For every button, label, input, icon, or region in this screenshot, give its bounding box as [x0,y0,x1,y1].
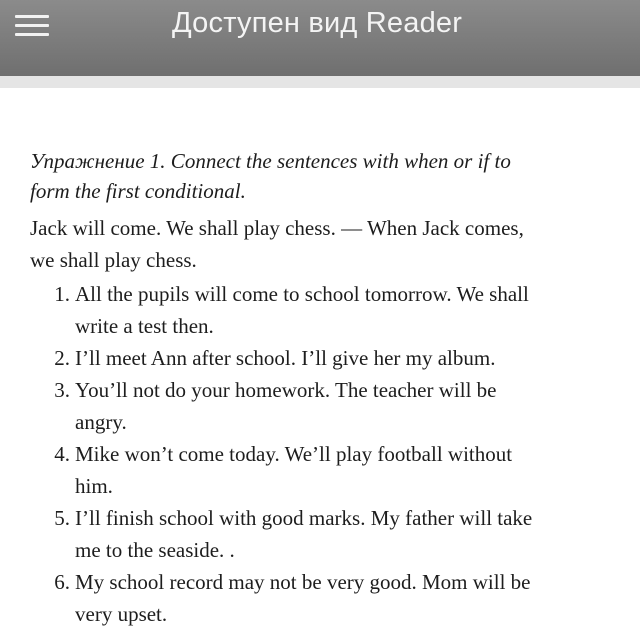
list-item [0,438,640,502]
item-number: 1. [54,282,70,306]
reader-available-title[interactable]: Доступен вид Reader [172,7,463,39]
menu-line [15,24,49,27]
item-number: 3. [54,378,70,402]
item-text: I’ll meet Ann after school. I’ll give her my album. [75,346,496,370]
exercise-list [0,278,640,630]
hamburger-menu-icon[interactable] [0,0,64,50]
list-item [0,502,640,566]
list-item [0,278,640,342]
toolbar-shadow-band [0,76,640,88]
list-item [0,566,640,630]
menu-line [15,33,49,36]
item-number: 2. [54,346,70,370]
item-text: I’ll finish school with good marks. My father will take me to the seaside. . [75,506,533,562]
item-text: My school record may not be very good. Mom will be very upset. [75,570,531,626]
example-sentence: Jack will come. We shall play chess. — When Jack comes, we shall play chess. [30,216,524,272]
reader-toolbar [0,0,640,77]
list-item [0,342,640,374]
exercise-heading: Упражнение 1. Connect the sentences with when or if to form the first conditional. [30,149,511,203]
item-text: All the pupils will come to school tomorrow. We shall write a test then. [75,282,529,338]
list-item [0,374,640,438]
item-number: 6. [54,570,70,594]
item-text: You’ll not do your homework. The teacher will be angry. [75,378,497,434]
item-text: Mike won’t come today. We’ll play football without him. [75,442,513,498]
item-number: 5. [54,506,70,530]
item-number: 4. [54,442,70,466]
menu-line [15,15,49,18]
